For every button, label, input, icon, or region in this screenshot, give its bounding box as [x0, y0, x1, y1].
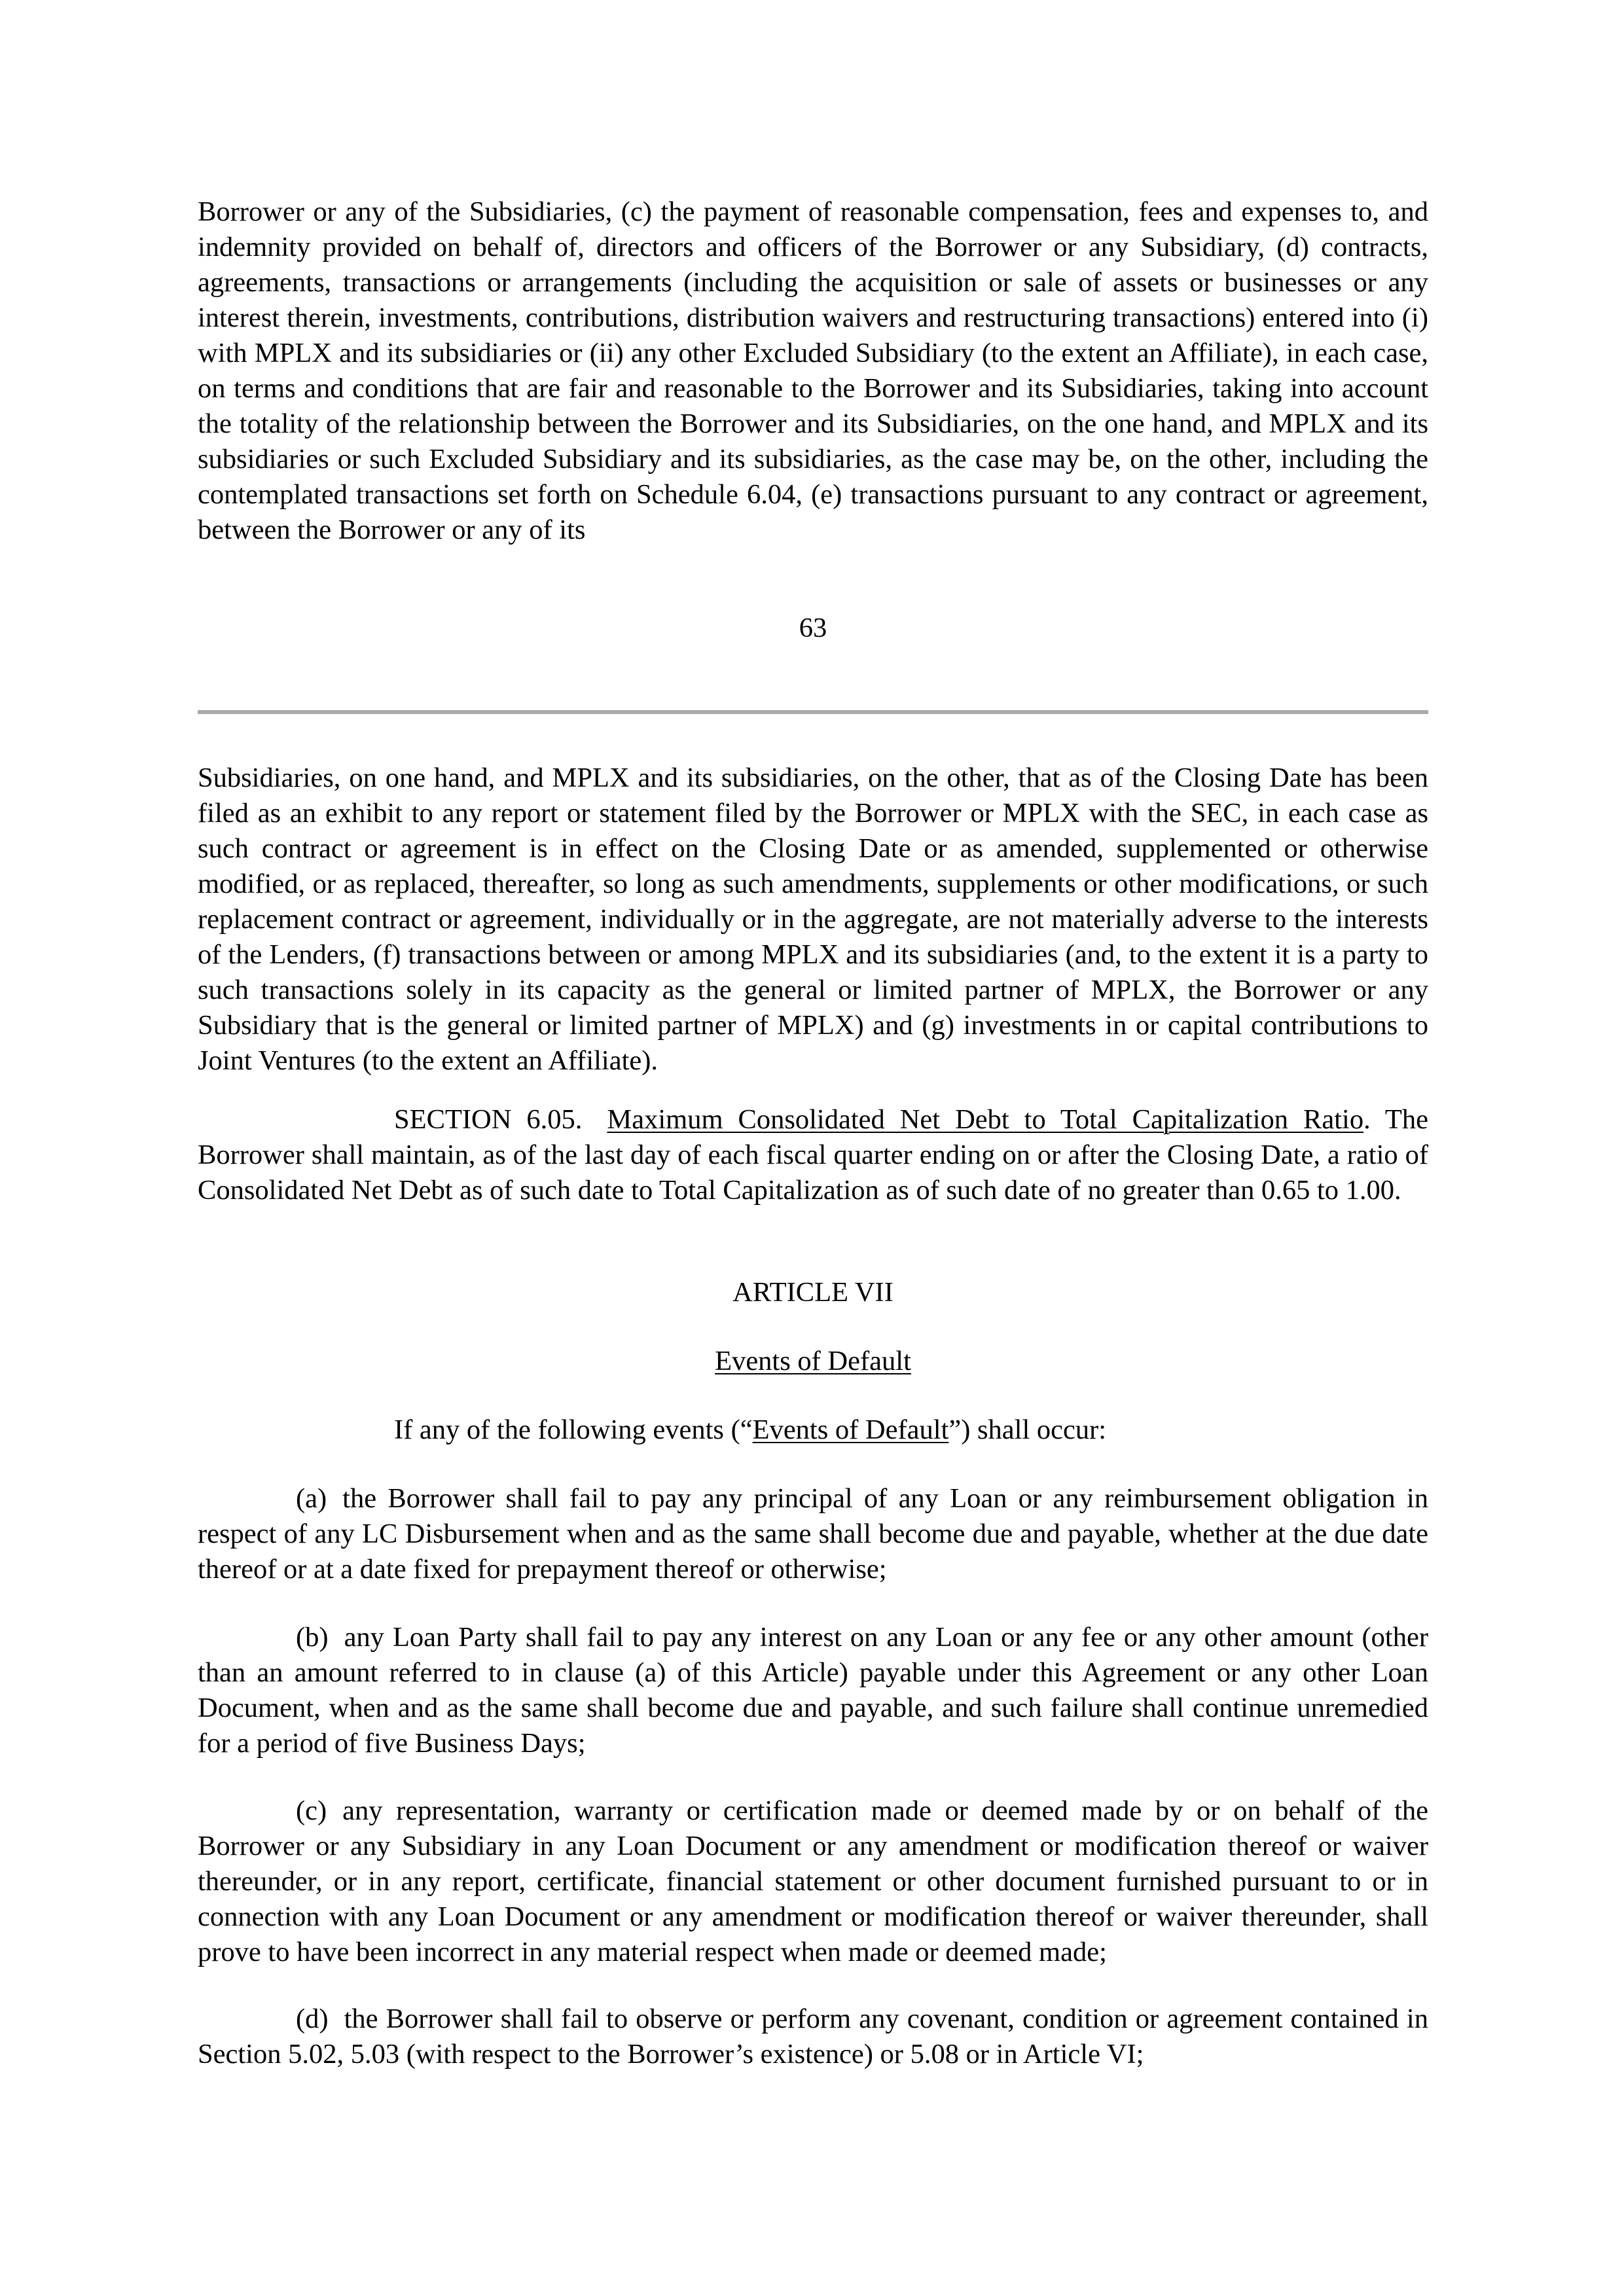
clause-a — [198, 1481, 1428, 1587]
clause-label: (a) — [296, 1483, 327, 1514]
clause-d — [198, 2001, 1428, 2072]
section-6-05 — [198, 1102, 1428, 1208]
clause-text: any Loan Party shall fail to pay any interest on any Loan or any fee or any other amount (other than an amount referred to in clause (a) of this Article) payable under this Agreement or any other Loan Document, when and as the same shall become due and payable, and such failure shall continue unremedied for a period of five Business Days; — [198, 1622, 1428, 1759]
clause-text: the Borrower shall fail to observe or perform any covenant, condition or agreement contained in Section 5.02, 5.03 (with respect to the Borrower’s existence) or 5.08 or in Article VI; — [198, 2003, 1428, 2070]
section-number: SECTION 6.05. — [394, 1104, 583, 1135]
article-title: Events of Default — [715, 1346, 911, 1376]
continuation-paragraph-block — [198, 761, 1428, 1079]
events-intro: If any of the following events (“Events of Default”) shall occur: — [394, 1414, 1107, 1445]
section-6-05-paragraph — [198, 1102, 1428, 1208]
clause-label: (d) — [296, 2003, 329, 2034]
clause-label: (c) — [296, 1795, 327, 1826]
continuation-paragraph: Subsidiaries, on one hand, and MPLX and its subsidiaries, on the other, that as of the Closing Date has been filed as an exhibit to any report or statement filed by the Borrower or MPLX with the SEC, in each case as such contract or agreement is in effect on the Closing Date or as amended, supplemented or otherwise modified, or as replaced, thereafter, so long as such amendments, supplements or other modifications, or such replacement contract or agreement, individually or in the aggregate, are not materially adverse to the interests of the Lenders, (f) transactions between or among MPLX and its subsidiaries (and, to the extent it is a party to such transactions solely in its capacity as the general or limited partner of MPLX, the Borrower or any Subsidiary that is the general or limited partner of MPLX) and (g) investments in or capital contributions to Joint Ventures (to the extent an Affiliate). — [198, 762, 1428, 1076]
top-paragraph: Borrower or any of the Subsidiaries, (c) the payment of reasonable compensation, fees and expenses to, and indemnity provided on behalf of, directors and officers of the Borrower or any Subsidiary, (d) contracts, agreements, transactions or arrangements (including the acquisition or sale of assets or businesses or any interest therein, investments, contributions, distribution waivers and restructuring transactions) entered into (i) with MPLX and its subsidiaries or (ii) any other Excluded Subsidiary (to the extent an Affiliate), in each case, on terms and conditions that are fair and reasonable to the Borrower and its Subsidiaries, taking into account the totality of the relationship between the Borrower and its Subsidiaries, on the one hand, and MPLX and its subsidiaries or such Excluded Subsidiary and its subsidiaries, as the case may be, on the other, including the contemplated transactions set forth on Schedule 6.04, (e) transactions pursuant to any contract or agreement, between the Borrower or any of its — [198, 196, 1428, 545]
events-of-default-term: Events of Default — [752, 1414, 949, 1445]
page-break-divider — [198, 710, 1428, 714]
page-number: 63 — [799, 613, 827, 643]
section-body: . The Borrower shall maintain, as of the last day of each fiscal quarter ending on or after the Closing Date, a ratio of Consolidated Net Debt as of such date to Total Capitalization as of such date of no greater than 0.65 to 1.00. — [198, 1104, 1429, 1206]
article-number: ARTICLE VII — [732, 1277, 893, 1308]
clause-text: any representation, warranty or certification made or deemed made by or on behalf of the Borrower or any Subsidiary in any Loan Document or any amendment or modification thereof or waiver thereunder, or in any report, certificate, financial statement or other document furnished pursuant to or in connection with any Loan Document or any amendment or modification thereof or waiver thereunder, shall prove to have been incorrect in any material respect when made or deemed made; — [198, 1795, 1428, 1967]
clause-text: the Borrower shall fail to pay any principal of any Loan or any reimbursement obligation in respect of any LC Disbursement when and as the same shall become due and payable, whether at the due date thereof or at a date fixed for prepayment thereof or otherwise; — [198, 1483, 1428, 1585]
clause-b — [198, 1620, 1428, 1761]
clause-label: (b) — [296, 1622, 329, 1653]
section-title: Maximum Consolidated Net Debt to Total Capitalization Ratio — [607, 1104, 1364, 1135]
top-paragraph-block — [198, 194, 1428, 548]
clause-c — [198, 1793, 1428, 1970]
